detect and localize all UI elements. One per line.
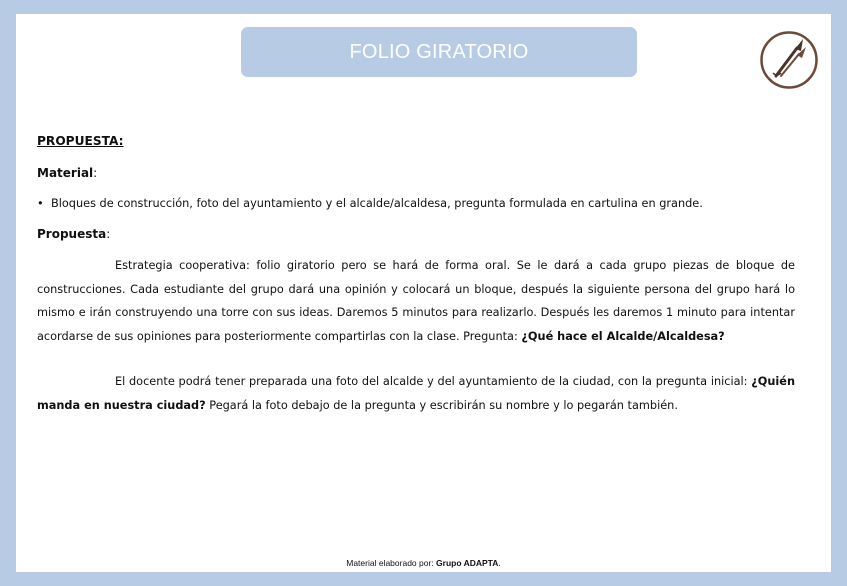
material-label: Material <box>37 165 94 180</box>
title-banner <box>241 27 637 77</box>
page-title: FOLIO GIRATORIO <box>349 40 529 63</box>
footer-period: . <box>498 558 501 568</box>
material-item-text: Bloques de construcción, foto del ayuntamiento y el alcalde/alcaldesa, pregunta formulada en cartulina en grande. <box>51 197 703 210</box>
section-heading: PROPUESTA: <box>37 134 124 148</box>
paintbrush-logo-icon <box>759 30 819 90</box>
footer-author: Grupo ADAPTA <box>436 558 499 568</box>
footer-text: Material elaborado por: <box>346 558 437 568</box>
paragraph-strategy <box>37 254 795 348</box>
propuesta-colon: : <box>106 226 111 241</box>
document-page <box>16 14 831 572</box>
material-colon: : <box>93 165 98 180</box>
strategy-text: Estrategia cooperativa: folio giratorio pero se hará de forma oral. Se le dará a cada grupo piezas de bloque de construcciones. Cada estudiante del grupo dará una opinión y colocará un bloque, después la siguiente persona del grupo hará lo mismo e irán construyendo una torre con sus ideas. Daremos 5 minutos para realizarlo. Después les daremos 1 minuto para intentar acordarse de sus opiniones para posteriormente compartirlas con la clase. Pregunta: <box>37 259 795 343</box>
propuesta-label-line <box>37 223 795 247</box>
teacher-tail: Pegará la foto debajo de la pregunta y escribirán su nombre y lo pegarán también. <box>205 398 678 412</box>
teacher-question: ¿Quién manda en nuestra ciudad? <box>37 375 795 412</box>
content-body <box>37 130 795 417</box>
list-item <box>37 192 795 216</box>
strategy-question: ¿Qué hace el Alcalde/Alcaldesa? <box>521 329 725 343</box>
teacher-text: El docente podrá tener preparada una foto del alcalde y del ayuntamiento de la ciudad, con la pregunta inicial: <box>115 375 752 388</box>
footer-credit <box>16 558 831 568</box>
paragraph-teacher <box>37 370 795 417</box>
propuesta-label: Propuesta <box>37 226 107 241</box>
material-label-line <box>37 162 795 186</box>
bullet-marker: • <box>37 197 44 210</box>
